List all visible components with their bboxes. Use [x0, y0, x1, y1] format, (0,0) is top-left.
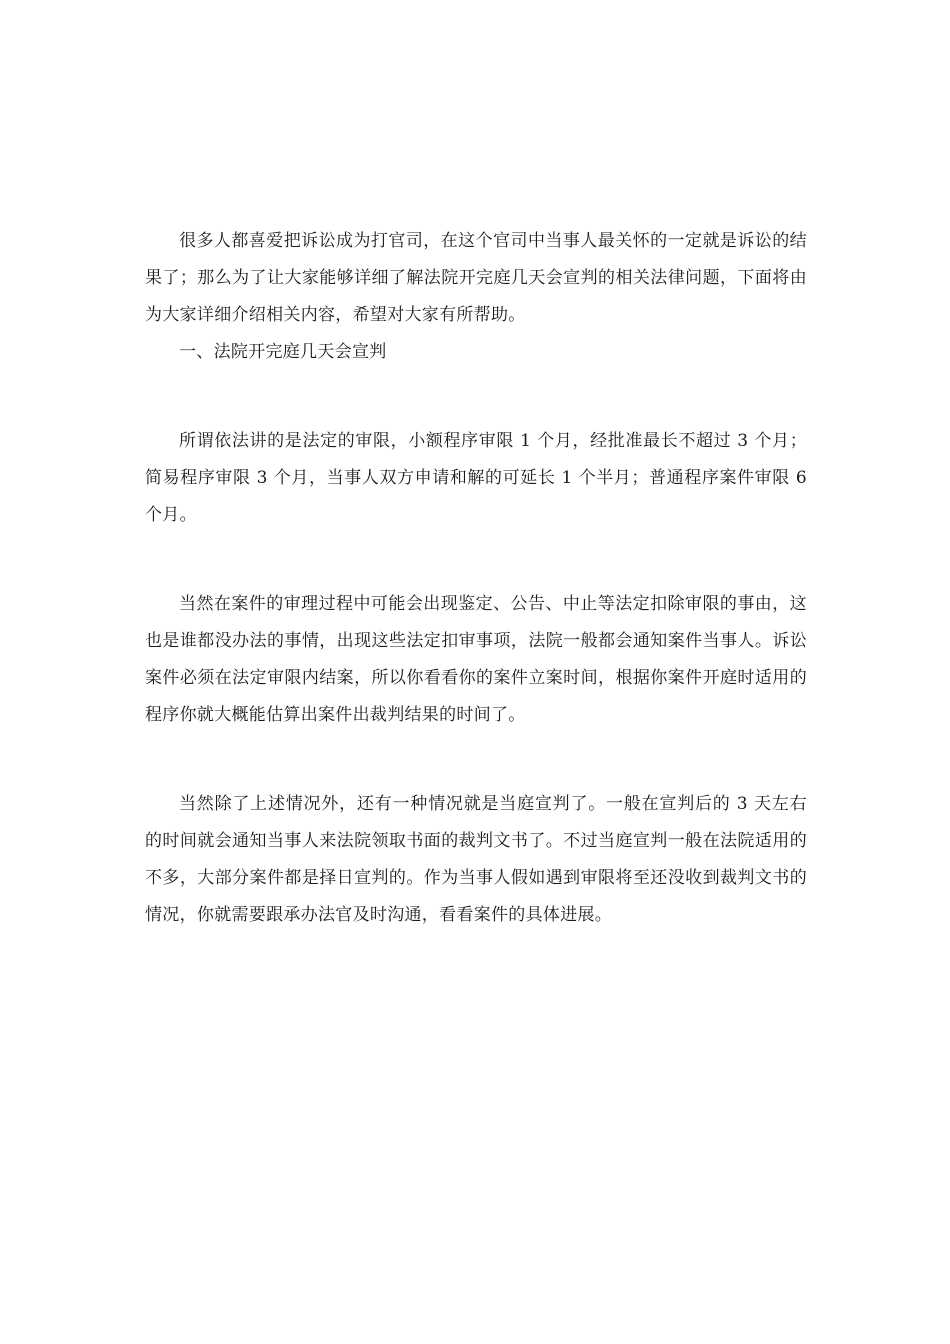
intro-paragraph: 很多人都喜爱把诉讼成为打官司，在这个官司中当事人最关怀的一定就是诉讼的结果了；那么为了让大家能够详细了解法院开完庭几天会宣判的相关法律问题，下面将由为大家详细介绍相关内容，希望对大家有所帮助。: [145, 231, 807, 325]
in-court-verdict-paragraph: 当然除了上述情况外，还有一种情况就是当庭宣判了。一般在宣判后的 3 天左右的时间就会通知当事人来法院领取书面的裁判文书了。不过当庭宣判一般在法院适用的不多，大部分案件都是择日宣判的。作为当事人假如遇到审限将至还没收到裁判文书的情况，你就需要跟承办法官及时沟通，看看案件的具体进展。: [145, 794, 807, 925]
exceptions-paragraph: 当然在案件的审理过程中可能会出现鉴定、公告、中止等法定扣除审限的事由，这也是谁都没办法的事情，出现这些法定扣审事项，法院一般都会通知案件当事人。诉讼案件必须在法定审限内结案，所以你看看你的案件立案时间，根据你案件开庭时适用的程序你就大概能估算出案件出裁判结果的时间了。: [145, 594, 807, 725]
deadline-paragraph: 所谓依法讲的是法定的审限，小额程序审限 1 个月，经批准最长不超过 3 个月；简易程序审限 3 个月，当事人双方申请和解的可延长 1 个半月；普通程序案件审限 6 个月。: [145, 431, 807, 525]
section-heading: 一、法院开完庭几天会宣判: [179, 342, 387, 362]
document-body: [145, 223, 807, 934]
